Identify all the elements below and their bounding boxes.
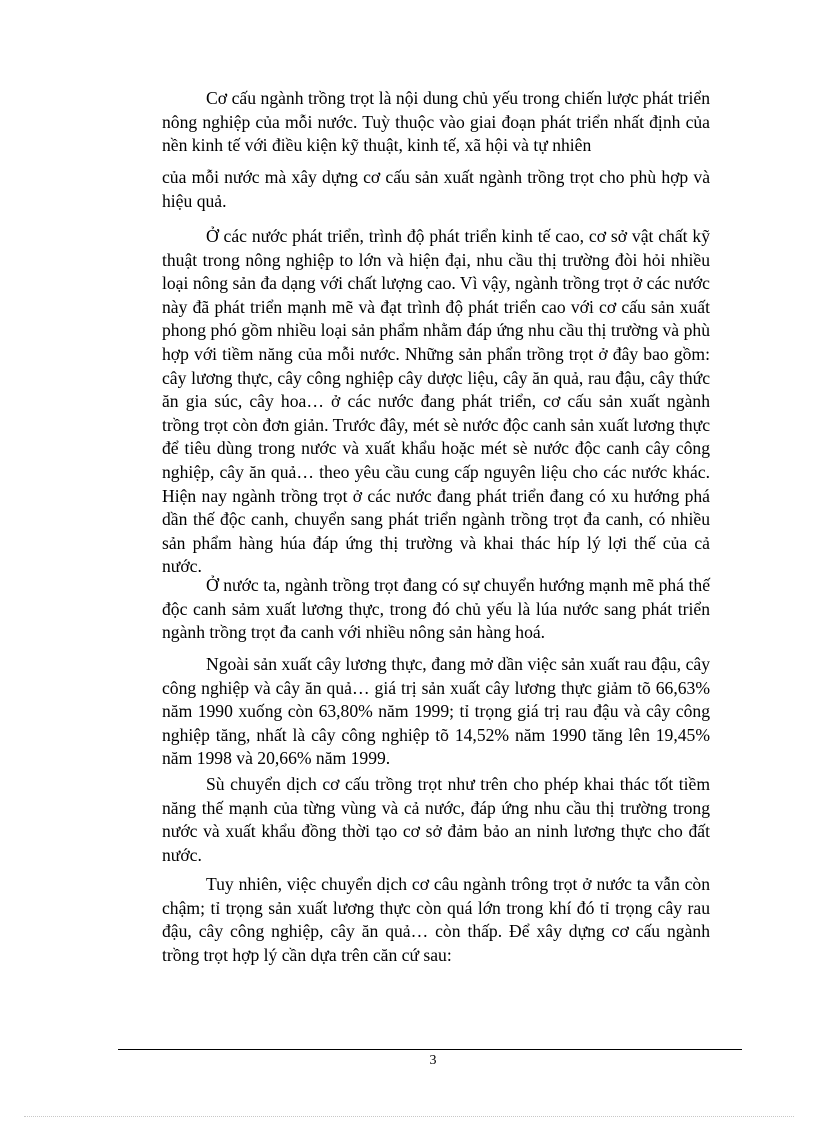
paragraph-remaining-issues (162, 873, 710, 967)
paragraph-crop-structure-intro (162, 87, 710, 158)
paragraph-text: của mỗi nước mà xây dựng cơ cấu sản xuất ngành trồng trọt cho phù hợp và hiệu quả. (162, 167, 710, 211)
paragraph-text: Ở các nước phát triển, trình độ phát triển kinh tế cao, cơ sở vật chất kỹ thuật trong nông nghiệp to lớn và hiện đại, nhu cầu thị trường đòi hỏi nhiều loại nông sản đa dạng với chất lượng cao. Vì vậy, ngành trồng trọt ở các nước này đã phát triển mạnh mẽ và đạt trình độ phát triển cao với cơ cấu sản xuất phong phó gồm nhiều loại sản phẩm nhằm đáp ứng nhu cầu thị trường và phù hợp với tiềm năng của mỗi nước. Những sản phẩn trồng trọt ở đây bao gồm: cây lương thực, cây công nghiệp cây dược liệu, cây ăn quả, rau đậu, cây thức ăn gia súc, cây hoa… ở các nước đang phát triển, cơ cấu sản xuất ngành trồng trọt còn đơn giản. Trước đây, mét sè nước độc canh sản xuất lương thực để tiêu dùng trong nước và xuất khẩu hoặc mét sè nước độc canh cây công nghiệp, cây ăn quả… theo yêu cầu cung cấp nguyên liệu cho các nước khác. Hiện nay ngành trồng trọt ở các nước đang phát triển đang có xu hướng phá dần thế độc canh, chuyển sang phát triển ngành trồng trọt đa canh, có nhiều sản phẩm hàng húa đáp ứng thị trường và khai thác híp lý lợi thế của cả nước. (162, 226, 710, 577)
page-bottom-edge (24, 1116, 794, 1117)
paragraph-crop-structure-continuation (162, 166, 710, 213)
paragraph-structural-change-benefits (162, 773, 710, 867)
paragraph-production-statistics (162, 653, 710, 771)
paragraph-developed-countries (162, 225, 710, 579)
paragraph-text: Tuy nhiên, việc chuyển dịch cơ câu ngành trông trọt ở nước ta vẫn còn chậm; tỉ trọng sản xuất lương thực còn quá lớn trong khí đó tỉ trọng cây rau đậu, cây công nghiệp, cây ăn quả… còn thấp. Để xây dựng cơ cấu ngành trồng trọt hợp lý cần dựa trên căn cứ sau: (162, 874, 710, 965)
footer-divider (118, 1049, 742, 1050)
paragraph-text: Ở nước ta, ngành trồng trọt đang có sự chuyển hướng mạnh mẽ phá thế độc canh sảm xuất lương thực, trong đó chủ yếu là lúa nước sang phát triển ngành trồng trọt đa canh với nhiều nông sản hàng hoá. (162, 575, 710, 643)
paragraph-text: Ngoài sản xuất cây lương thực, đang mở dần việc sản xuất rau đậu, cây công nghiệp và cây ăn quả… giá trị sản xuất cây lương thực giảm tõ 66,63% năm 1990 xuống còn 63,80% năm 1999; tỉ trọng giá trị rau đậu và cây công nghiệp tăng, nhất là cây công nghiệp tõ 14,52% năm 1990 tăng lên 19,45% năm 1998 và 20,66% năm 1999. (162, 654, 710, 769)
paragraph-text: Sù chuyển dịch cơ cấu trồng trọt như trên cho phép khai thác tốt tiềm năng thế mạnh của từng vùng và cả nước, đáp ứng nhu cầu thị trường trong nước và xuất khẩu đồng thời tạo cơ sở đảm bảo an ninh lương thực cho đất nước. (162, 774, 710, 865)
paragraph-vietnam-shift (162, 574, 710, 645)
page-number: 3 (429, 1053, 437, 1068)
paragraph-text: Cơ cấu ngành trồng trọt là nội dung chủ yếu trong chiến lược phát triển nông nghiệp của mỗi nước. Tuỳ thuộc vào giai đoạn phát triển nhất định của nền kinh tế với điều kiện kỹ thuật, kinh tế, xã hội và tự nhiên (162, 88, 710, 156)
